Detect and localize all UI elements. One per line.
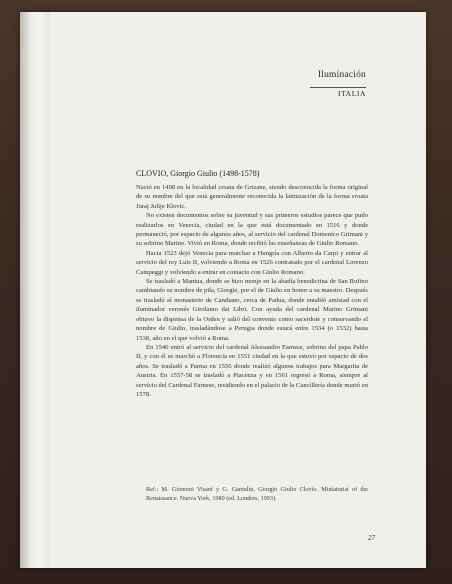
paragraph: Nació en 1498 en la localidad croata de Grizane, siendo desconocida la forma original de su nombre del que está generalmente reconocida la latinización de la forma croata Juraj Julije Klovic. bbox=[136, 184, 368, 210]
entry-heading: CLOVIO, Giorgio Giulio (1498-1578) bbox=[136, 169, 260, 178]
page-number: 27 bbox=[368, 534, 375, 542]
entry-body bbox=[136, 182, 368, 399]
header-rule bbox=[310, 87, 366, 88]
paragraph: Hacia 1523 dejó Venecia para marchar a Hungría con Alberto da Carpi y entrar al servicio del rey Luis II, volviendo a Roma en 1526 contratado por el cardenal Lorenzo Campeggi y volviendo a entrar en contacto con Giulio Romano. bbox=[136, 249, 368, 276]
paragraph: Se trasladó a Mantua, donde se hizo monje en la abadía benedictina de San Rufino cambiando su nombre de pila, Giorgie, por el de Giulio en honor a su maestro. Después se trasladó al monasterio de Candiano, cerca de Padua, donde entabló amistad con el iluminador veronés Girolamo dai Libri. Con ayuda del cardenal Marino Grimani obtuvo la dispensa de la Orden y salió del convento como sacerdote y conservando el nombre de Giulio, trasladándose a Perugia donde estará entre 1534 (o 1532) hasta 1538, año en el que volvió a Roma. bbox=[136, 278, 368, 342]
paragraph: En 1540 entró al servicio del cardenal Alessandro Farnese, sobrino del papa Pablo II, y con él se marchó a Florencia en 1551 ciudad en la que estuvo por espacio de dos años. Se trasladó a Parma en 1556 donde realizó algunos trabajos para Margarita de Austria. En 1557-58 se trasladó a Piacenza y en 1561 regresó a Roma, siempre al servicio del Cardenal Farnese, residiendo en el palacio de la Cancillería donde murió en 1578. bbox=[136, 343, 368, 398]
reference-note: Ref.: M. Gionomi Visani y G. Gamulin, Giorgio Giulio Clovio. Miniaturist of the Renaissance. Nueva York, 1980 (ed. Londres, 1993). bbox=[146, 486, 368, 502]
paragraph: No existen documentos sobre su juventud y sus primeros estudios parece que pudo realizarlos en Venecia, ciudad en la que está documentado en 1516 y donde permaneció, por espacio de algunos años, al servicio del cardenal Domenico Grimani y su sobrino Marino. Vivió en Roma, donde recibió las enseñanzas de Giulio Romano. bbox=[136, 212, 368, 248]
running-header-title: Iluminación bbox=[317, 70, 366, 80]
running-header-subtitle: ITALIA bbox=[338, 89, 366, 98]
page-curl-shadow bbox=[20, 12, 50, 568]
